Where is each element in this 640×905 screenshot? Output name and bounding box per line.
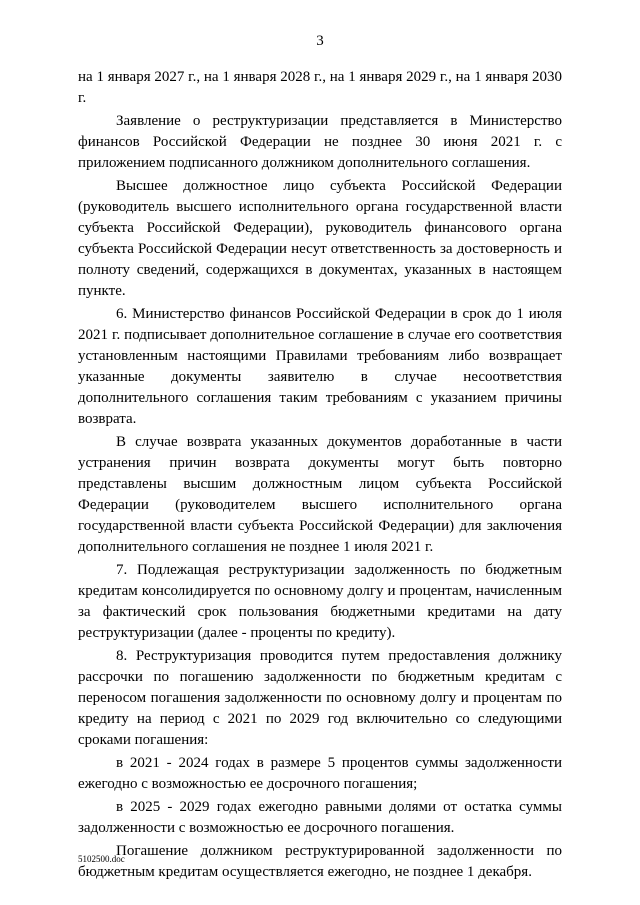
page-number: 3 <box>316 33 324 49</box>
paragraph-dates-continuation: на 1 января 2027 г., на 1 января 2028 г., на 1 января 2029 г., на 1 января 2030 г. <box>78 69 562 106</box>
paragraph-item-6: 6. Министерство финансов Российской Федерации в срок до 1 июля 2021 г. подписывает дополнительное соглашение в случае его соответствия установленным настоящими Правилами требованиям либо возвращает указанные документы заявителю в случае несоответствия дополнительного соглашения таким требованиям с указанием причины возврата. <box>78 306 562 427</box>
paragraph-item-8: 8. Реструктуризация проводится путем предоставления должнику рассрочки по погашению задолженности по бюджетным кредитам с переносом погашения задолженности по основному долгу и процентам по кредиту на период с 2021 по 2029 год включительно со следующими сроками погашения: <box>78 648 562 748</box>
paragraph-return-of-documents: В случае возврата указанных документов доработанные в части устранения причин возврата документы могут быть повторно представлены высшим должностным лицом субъекта Российской Федерации (руководителем высшего исполнительного органа государственной власти субъекта Российской Федерации) для заключения дополнительного соглашения не позднее 1 июля 2021 г. <box>78 434 562 555</box>
paragraph-application-deadline: Заявление о реструктуризации представляется в Министерство финансов Российской Федерации не позднее 30 июня 2021 г. с приложением подписанного должником дополнительного соглашения. <box>78 113 562 171</box>
paragraph-repayment-deadline: Погашение должником реструктурированной задолженности по бюджетным кредитам осуществляется ежегодно, не позднее 1 декабря. <box>78 843 562 880</box>
paragraph-responsibility: Высшее должностное лицо субъекта Российской Федерации (руководитель высшего исполнительного органа государственной власти субъекта Российской Федерации), руководитель финансового органа субъекта Российской Федерации несут ответственность за достоверность и полноту сведений, содержащихся в документах, указанных в настоящем пункте. <box>78 178 562 299</box>
paragraph-item-7: 7. Подлежащая реструктуризации задолженность по бюджетным кредитам консолидируется по основному долгу и процентам, начисленным за фактический срок пользования бюджетными кредитами на дату реструктуризации (далее - проценты по кредиту). <box>78 562 562 641</box>
footer-filename: 5102500.doc <box>78 854 125 864</box>
document-body <box>78 67 562 885</box>
paragraph-schedule-2025-2029: в 2025 - 2029 годах ежегодно равными долями от остатка суммы задолженности с возможностью ее досрочного погашения. <box>78 799 562 836</box>
paragraph-schedule-2021-2024: в 2021 - 2024 годах в размере 5 процентов суммы задолженности ежегодно с возможностью ее досрочного погашения; <box>78 755 562 792</box>
